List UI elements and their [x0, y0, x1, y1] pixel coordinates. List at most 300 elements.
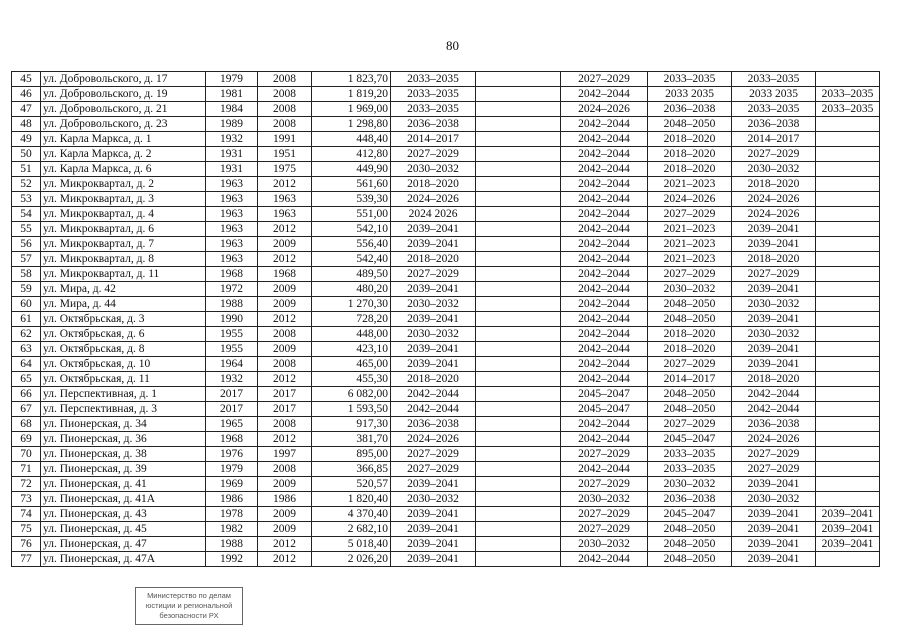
period-cell: 2030–2032	[391, 297, 476, 312]
row-number-cell: 65	[12, 372, 41, 387]
construction-year-cell: 1963	[206, 222, 258, 237]
period-cell: 2048–2050	[648, 297, 732, 312]
period-cell	[476, 252, 561, 267]
area-cell: 520,57	[312, 477, 391, 492]
period-cell: 2042–2044	[561, 162, 648, 177]
period-cell: 2033 2035	[732, 87, 816, 102]
period-cell: 2045–2047	[561, 402, 648, 417]
period-cell: 2042–2044	[561, 297, 648, 312]
ministry-stamp	[135, 587, 243, 625]
construction-year-cell: 1963	[206, 252, 258, 267]
row-number-cell: 75	[12, 522, 41, 537]
period-cell: 2042–2044	[561, 117, 648, 132]
period-cell	[476, 87, 561, 102]
address-cell: ул. Пионерская, д. 39	[41, 462, 206, 477]
period-cell	[476, 537, 561, 552]
row-number-cell: 66	[12, 387, 41, 402]
table-row	[12, 132, 880, 147]
last-repair-year-cell: 2008	[258, 117, 312, 132]
area-cell: 1 823,70	[312, 72, 391, 87]
period-cell: 2024–2026	[391, 432, 476, 447]
period-cell: 2048–2050	[648, 117, 732, 132]
last-repair-year-cell: 2008	[258, 327, 312, 342]
row-number-cell: 49	[12, 132, 41, 147]
period-cell: 2027–2029	[391, 462, 476, 477]
period-cell: 2027–2029	[648, 357, 732, 372]
row-number-cell: 58	[12, 267, 41, 282]
table-row	[12, 507, 880, 522]
period-cell: 2027–2029	[648, 267, 732, 282]
area-cell: 480,20	[312, 282, 391, 297]
construction-year-cell: 1984	[206, 102, 258, 117]
construction-year-cell: 1963	[206, 237, 258, 252]
period-cell: 2024–2026	[561, 102, 648, 117]
period-cell: 2018–2020	[732, 372, 816, 387]
period-cell	[476, 237, 561, 252]
last-repair-year-cell: 2012	[258, 372, 312, 387]
construction-year-cell: 1955	[206, 342, 258, 357]
address-cell: ул. Пионерская, д. 47А	[41, 552, 206, 567]
period-cell: 2027–2029	[732, 147, 816, 162]
period-cell: 2027–2029	[561, 72, 648, 87]
address-cell: ул. Пионерская, д. 47	[41, 537, 206, 552]
period-cell: 2027–2029	[391, 147, 476, 162]
period-cell: 2039–2041	[391, 342, 476, 357]
table-row	[12, 462, 880, 477]
area-cell: 1 593,50	[312, 402, 391, 417]
period-cell: 2048–2050	[648, 522, 732, 537]
address-cell: ул. Пионерская, д. 38	[41, 447, 206, 462]
last-repair-year-cell: 2008	[258, 462, 312, 477]
area-cell: 1 819,20	[312, 87, 391, 102]
table-row	[12, 162, 880, 177]
period-cell: 2042–2044	[391, 387, 476, 402]
area-cell: 1 969,00	[312, 102, 391, 117]
table-row	[12, 237, 880, 252]
period-cell: 2039–2041	[391, 522, 476, 537]
row-number-cell: 73	[12, 492, 41, 507]
address-cell: ул. Пионерская, д. 45	[41, 522, 206, 537]
period-cell	[816, 192, 880, 207]
table-row	[12, 117, 880, 132]
period-cell	[816, 297, 880, 312]
period-cell: 2024–2026	[732, 432, 816, 447]
period-cell	[816, 402, 880, 417]
period-cell: 2042–2044	[561, 462, 648, 477]
period-cell: 2033–2035	[816, 87, 880, 102]
period-cell	[476, 402, 561, 417]
period-cell	[476, 147, 561, 162]
period-cell: 2027–2029	[732, 462, 816, 477]
period-cell: 2033–2035	[732, 72, 816, 87]
period-cell	[476, 357, 561, 372]
address-cell: ул. Пионерская, д. 43	[41, 507, 206, 522]
table-row	[12, 522, 880, 537]
area-cell: 448,00	[312, 327, 391, 342]
address-cell: ул. Октябрьская, д. 6	[41, 327, 206, 342]
period-cell: 2042–2044	[391, 402, 476, 417]
construction-year-cell: 2017	[206, 402, 258, 417]
last-repair-year-cell: 2012	[258, 312, 312, 327]
area-cell: 561,60	[312, 177, 391, 192]
period-cell: 2042–2044	[561, 372, 648, 387]
table-row	[12, 357, 880, 372]
address-cell: ул. Октябрьская, д. 11	[41, 372, 206, 387]
construction-year-cell: 1976	[206, 447, 258, 462]
period-cell: 2030–2032	[561, 492, 648, 507]
area-cell: 6 082,00	[312, 387, 391, 402]
period-cell	[816, 492, 880, 507]
period-cell	[476, 102, 561, 117]
period-cell: 2036–2038	[391, 117, 476, 132]
period-cell	[816, 132, 880, 147]
row-number-cell: 47	[12, 102, 41, 117]
construction-year-cell: 1963	[206, 177, 258, 192]
period-cell	[476, 222, 561, 237]
stamp-line: безопасности РХ	[159, 611, 219, 620]
period-cell: 2042–2044	[561, 222, 648, 237]
period-cell	[476, 282, 561, 297]
row-number-cell: 61	[12, 312, 41, 327]
construction-year-cell: 1989	[206, 117, 258, 132]
period-cell	[476, 132, 561, 147]
period-cell: 2039–2041	[732, 522, 816, 537]
table-row	[12, 477, 880, 492]
area-cell: 556,40	[312, 237, 391, 252]
period-cell: 2027–2029	[648, 417, 732, 432]
last-repair-year-cell: 1986	[258, 492, 312, 507]
period-cell: 2024 2026	[391, 207, 476, 222]
last-repair-year-cell: 1991	[258, 132, 312, 147]
table-row	[12, 312, 880, 327]
period-cell: 2027–2029	[561, 507, 648, 522]
period-cell	[816, 312, 880, 327]
address-cell: ул. Добровольского, д. 17	[41, 72, 206, 87]
table-row	[12, 297, 880, 312]
period-cell: 2039–2041	[391, 282, 476, 297]
construction-year-cell: 1981	[206, 87, 258, 102]
period-cell: 2045–2047	[648, 507, 732, 522]
period-cell	[476, 432, 561, 447]
period-cell: 2042–2044	[561, 237, 648, 252]
period-cell	[476, 207, 561, 222]
period-cell: 2030–2032	[732, 162, 816, 177]
period-cell	[476, 522, 561, 537]
period-cell: 2039–2041	[391, 312, 476, 327]
last-repair-year-cell: 2009	[258, 282, 312, 297]
period-cell: 2036–2038	[732, 117, 816, 132]
construction-year-cell: 1964	[206, 357, 258, 372]
period-cell	[476, 327, 561, 342]
last-repair-year-cell: 2012	[258, 537, 312, 552]
area-cell: 366,85	[312, 462, 391, 477]
address-cell: ул. Пионерская, д. 41А	[41, 492, 206, 507]
period-cell	[816, 222, 880, 237]
period-cell: 2033 2035	[648, 87, 732, 102]
area-cell: 5 018,40	[312, 537, 391, 552]
period-cell: 2027–2029	[561, 522, 648, 537]
period-cell: 2021–2023	[648, 252, 732, 267]
area-cell: 551,00	[312, 207, 391, 222]
period-cell: 2024–2026	[732, 192, 816, 207]
period-cell	[816, 372, 880, 387]
table-row	[12, 87, 880, 102]
last-repair-year-cell: 2008	[258, 87, 312, 102]
period-cell: 2021–2023	[648, 177, 732, 192]
period-cell: 2039–2041	[732, 222, 816, 237]
address-cell: ул. Пионерская, д. 41	[41, 477, 206, 492]
period-cell: 2042–2044	[561, 342, 648, 357]
period-cell	[476, 162, 561, 177]
last-repair-year-cell: 1968	[258, 267, 312, 282]
last-repair-year-cell: 1963	[258, 192, 312, 207]
address-cell: ул. Микроквартал, д. 3	[41, 192, 206, 207]
period-cell: 2033–2035	[816, 102, 880, 117]
period-cell	[816, 117, 880, 132]
construction-year-cell: 1968	[206, 432, 258, 447]
period-cell: 2042–2044	[561, 432, 648, 447]
row-number-cell: 69	[12, 432, 41, 447]
construction-year-cell: 1965	[206, 417, 258, 432]
period-cell: 2039–2041	[391, 477, 476, 492]
period-cell: 2042–2044	[561, 327, 648, 342]
period-cell: 2027–2029	[561, 447, 648, 462]
table-row	[12, 72, 880, 87]
last-repair-year-cell: 2008	[258, 417, 312, 432]
period-cell: 2018–2020	[391, 372, 476, 387]
period-cell: 2033–2035	[648, 462, 732, 477]
area-cell: 448,40	[312, 132, 391, 147]
area-cell: 728,20	[312, 312, 391, 327]
period-cell: 2033–2035	[648, 72, 732, 87]
construction-year-cell: 1972	[206, 282, 258, 297]
period-cell	[476, 477, 561, 492]
area-cell: 917,30	[312, 417, 391, 432]
period-cell: 2039–2041	[732, 357, 816, 372]
period-cell: 2027–2029	[391, 267, 476, 282]
row-number-cell: 63	[12, 342, 41, 357]
row-number-cell: 77	[12, 552, 41, 567]
period-cell: 2030–2032	[561, 537, 648, 552]
area-cell: 1 270,30	[312, 297, 391, 312]
construction-year-cell: 1963	[206, 207, 258, 222]
period-cell: 2042–2044	[732, 402, 816, 417]
stamp-line: юстиции и региональной	[145, 601, 233, 610]
construction-year-cell: 1931	[206, 162, 258, 177]
period-cell: 2033–2035	[391, 87, 476, 102]
period-cell	[816, 267, 880, 282]
period-cell	[476, 117, 561, 132]
address-cell: ул. Октябрьская, д. 10	[41, 357, 206, 372]
period-cell	[816, 417, 880, 432]
address-cell: ул. Карла Маркса, д. 1	[41, 132, 206, 147]
period-cell: 2033–2035	[391, 72, 476, 87]
period-cell	[476, 507, 561, 522]
last-repair-year-cell: 2009	[258, 237, 312, 252]
address-cell: ул. Мира, д. 44	[41, 297, 206, 312]
last-repair-year-cell: 2008	[258, 357, 312, 372]
row-number-cell: 70	[12, 447, 41, 462]
period-cell: 2039–2041	[816, 537, 880, 552]
period-cell: 2039–2041	[391, 552, 476, 567]
period-cell: 2033–2035	[391, 102, 476, 117]
period-cell	[816, 237, 880, 252]
table-row	[12, 327, 880, 342]
address-cell: ул. Карла Маркса, д. 6	[41, 162, 206, 177]
period-cell: 2018–2020	[648, 327, 732, 342]
table-row	[12, 342, 880, 357]
period-cell: 2033–2035	[732, 102, 816, 117]
period-cell: 2030–2032	[732, 297, 816, 312]
last-repair-year-cell: 2017	[258, 387, 312, 402]
period-cell	[816, 357, 880, 372]
last-repair-year-cell: 1963	[258, 207, 312, 222]
construction-year-cell: 1955	[206, 327, 258, 342]
area-cell: 449,90	[312, 162, 391, 177]
row-number-cell: 74	[12, 507, 41, 522]
last-repair-year-cell: 2012	[258, 177, 312, 192]
period-cell: 2048–2050	[648, 402, 732, 417]
table-body	[12, 72, 880, 567]
area-cell: 542,40	[312, 252, 391, 267]
period-cell: 2024–2026	[391, 192, 476, 207]
area-cell: 542,10	[312, 222, 391, 237]
area-cell: 455,30	[312, 372, 391, 387]
construction-year-cell: 1932	[206, 132, 258, 147]
period-cell: 2042–2044	[561, 177, 648, 192]
period-cell: 2042–2044	[561, 87, 648, 102]
construction-year-cell: 1988	[206, 537, 258, 552]
period-cell: 2018–2020	[648, 162, 732, 177]
period-cell: 2030–2032	[391, 162, 476, 177]
period-cell: 2039–2041	[732, 507, 816, 522]
row-number-cell: 64	[12, 357, 41, 372]
address-cell: ул. Микроквартал, д. 6	[41, 222, 206, 237]
period-cell	[816, 477, 880, 492]
row-number-cell: 55	[12, 222, 41, 237]
last-repair-year-cell: 2012	[258, 222, 312, 237]
last-repair-year-cell: 2012	[258, 432, 312, 447]
period-cell: 2039–2041	[391, 357, 476, 372]
construction-year-cell: 2017	[206, 387, 258, 402]
period-cell: 2042–2044	[561, 552, 648, 567]
construction-year-cell: 1963	[206, 192, 258, 207]
construction-year-cell: 1986	[206, 492, 258, 507]
period-cell: 2021–2023	[648, 222, 732, 237]
period-cell	[476, 417, 561, 432]
construction-year-cell: 1982	[206, 522, 258, 537]
table-row	[12, 177, 880, 192]
address-cell: ул. Перспективная, д. 3	[41, 402, 206, 417]
period-cell: 2039–2041	[816, 522, 880, 537]
period-cell: 2018–2020	[732, 252, 816, 267]
construction-year-cell: 1931	[206, 147, 258, 162]
period-cell: 2018–2020	[391, 177, 476, 192]
period-cell: 2039–2041	[391, 537, 476, 552]
period-cell: 2014–2017	[391, 132, 476, 147]
table-row	[12, 222, 880, 237]
period-cell: 2039–2041	[732, 342, 816, 357]
table-row	[12, 387, 880, 402]
construction-year-cell: 1968	[206, 267, 258, 282]
period-cell	[816, 147, 880, 162]
period-cell: 2042–2044	[561, 192, 648, 207]
address-cell: ул. Карла Маркса, д. 2	[41, 147, 206, 162]
period-cell: 2039–2041	[391, 237, 476, 252]
period-cell	[816, 252, 880, 267]
area-cell: 1 820,40	[312, 492, 391, 507]
period-cell: 2048–2050	[648, 312, 732, 327]
period-cell: 2014–2017	[648, 372, 732, 387]
row-number-cell: 50	[12, 147, 41, 162]
period-cell: 2018–2020	[648, 147, 732, 162]
row-number-cell: 76	[12, 537, 41, 552]
period-cell: 2033–2035	[648, 447, 732, 462]
period-cell	[816, 72, 880, 87]
period-cell	[816, 342, 880, 357]
row-number-cell: 72	[12, 477, 41, 492]
table-row	[12, 267, 880, 282]
row-number-cell: 54	[12, 207, 41, 222]
address-cell: ул. Перспективная, д. 1	[41, 387, 206, 402]
period-cell	[816, 282, 880, 297]
period-cell: 2039–2041	[391, 222, 476, 237]
period-cell	[816, 327, 880, 342]
period-cell	[476, 342, 561, 357]
period-cell: 2042–2044	[561, 252, 648, 267]
period-cell: 2036–2038	[648, 102, 732, 117]
period-cell: 2042–2044	[561, 357, 648, 372]
table-row	[12, 447, 880, 462]
area-cell: 381,70	[312, 432, 391, 447]
period-cell	[476, 312, 561, 327]
period-cell	[476, 372, 561, 387]
period-cell: 2039–2041	[732, 537, 816, 552]
table-row	[12, 102, 880, 117]
period-cell: 2039–2041	[391, 507, 476, 522]
period-cell	[816, 387, 880, 402]
area-cell: 539,30	[312, 192, 391, 207]
period-cell: 2042–2044	[561, 417, 648, 432]
row-number-cell: 45	[12, 72, 41, 87]
period-cell: 2039–2041	[732, 312, 816, 327]
last-repair-year-cell: 2008	[258, 72, 312, 87]
period-cell: 2030–2032	[391, 327, 476, 342]
period-cell: 2030–2032	[732, 327, 816, 342]
table-row	[12, 432, 880, 447]
period-cell	[816, 177, 880, 192]
table-row	[12, 282, 880, 297]
row-number-cell: 68	[12, 417, 41, 432]
area-cell: 2 026,20	[312, 552, 391, 567]
last-repair-year-cell: 2009	[258, 342, 312, 357]
period-cell	[816, 432, 880, 447]
last-repair-year-cell: 2008	[258, 102, 312, 117]
period-cell: 2014–2017	[732, 132, 816, 147]
row-number-cell: 48	[12, 117, 41, 132]
construction-year-cell: 1992	[206, 552, 258, 567]
period-cell: 2039–2041	[816, 507, 880, 522]
area-cell: 1 298,80	[312, 117, 391, 132]
address-cell: ул. Микроквартал, д. 11	[41, 267, 206, 282]
area-cell: 895,00	[312, 447, 391, 462]
period-cell: 2042–2044	[561, 132, 648, 147]
period-cell: 2027–2029	[648, 207, 732, 222]
row-number-cell: 51	[12, 162, 41, 177]
construction-year-cell: 1969	[206, 477, 258, 492]
last-repair-year-cell: 2009	[258, 507, 312, 522]
period-cell: 2042–2044	[561, 282, 648, 297]
